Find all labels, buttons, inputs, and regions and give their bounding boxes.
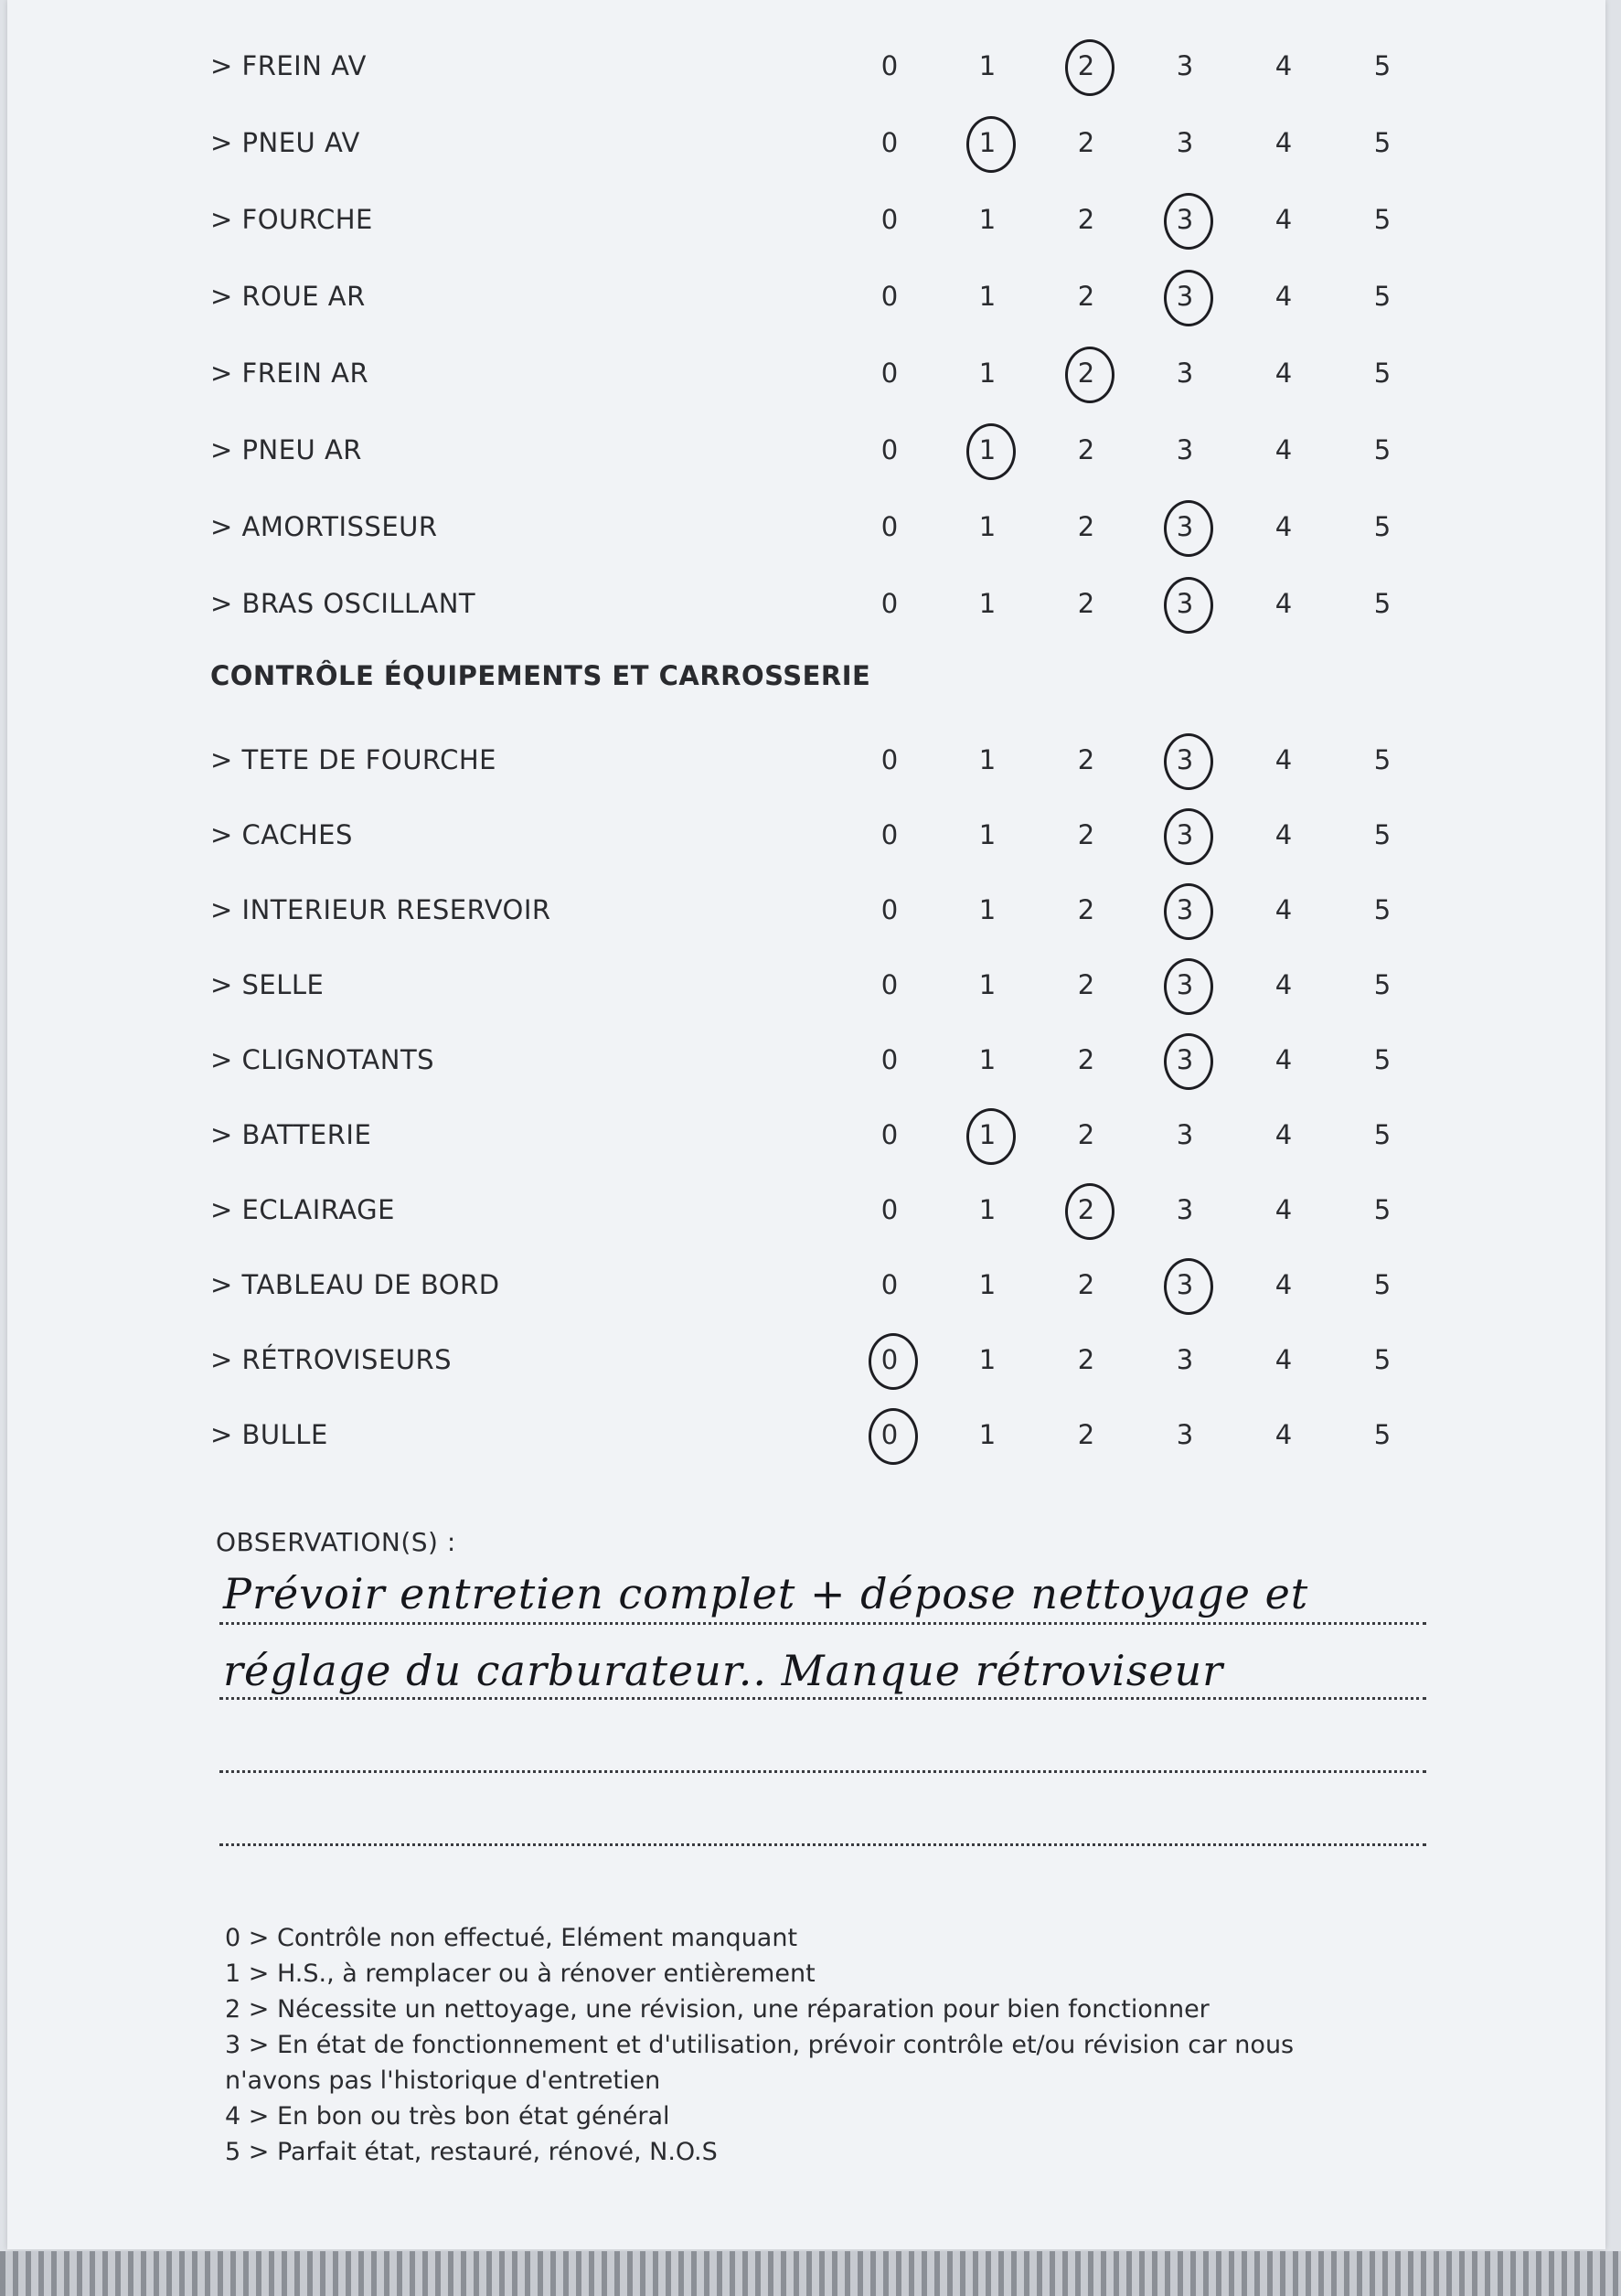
checklist-row	[7, 504, 1605, 550]
score-option[interactable]: 5	[1373, 511, 1392, 542]
score-option-selected[interactable]: 3	[1162, 1269, 1208, 1300]
score-option[interactable]: 4	[1274, 1269, 1293, 1300]
score-option[interactable]: 5	[1373, 1119, 1392, 1150]
checklist-row	[7, 1037, 1605, 1083]
checklist-row	[7, 1112, 1605, 1158]
legend-line: 4 > En bon ou très bon état général	[225, 2102, 670, 2130]
score-option-selected[interactable]: 1	[965, 127, 1010, 158]
legend-line: n'avons pas l'historique d'entretien	[225, 2066, 661, 2095]
score-option[interactable]: 3	[1176, 127, 1194, 158]
score-option[interactable]: 1	[978, 511, 997, 542]
checklist-row	[7, 350, 1605, 396]
score-option[interactable]: 1	[978, 358, 997, 389]
score-option[interactable]: 1	[978, 1044, 997, 1075]
dotted-line	[219, 1843, 1426, 1846]
score-option-selected[interactable]: 3	[1162, 1044, 1208, 1075]
row-label: > SELLE	[210, 969, 325, 1000]
checklist-row	[7, 581, 1605, 626]
score-option[interactable]: 3	[1176, 1419, 1194, 1450]
legend-line: 0 > Contrôle non effectué, Elément manquant	[225, 1924, 798, 1952]
score-option[interactable]: 5	[1373, 281, 1392, 312]
score-option[interactable]: 1	[978, 969, 997, 1000]
score-option[interactable]: 4	[1274, 358, 1293, 389]
score-option[interactable]: 0	[880, 588, 899, 619]
dotted-line	[219, 1770, 1426, 1773]
observation-line-1: Prévoir entretien complet + dépose nettoyage et	[223, 1569, 1309, 1618]
row-label: > ROUE AR	[210, 281, 366, 312]
score-option-selected[interactable]: 3	[1162, 588, 1208, 619]
score-option[interactable]: 5	[1373, 969, 1392, 1000]
checklist-row	[7, 197, 1605, 242]
row-label: > PNEU AV	[210, 127, 360, 158]
row-label: > INTERIEUR RESERVOIR	[210, 894, 551, 925]
score-option[interactable]: 0	[880, 1194, 899, 1225]
score-option[interactable]: 2	[1077, 969, 1095, 1000]
score-option-selected[interactable]: 3	[1162, 511, 1208, 542]
score-option[interactable]: 1	[978, 744, 997, 775]
score-option[interactable]: 0	[880, 281, 899, 312]
score-option[interactable]: 1	[978, 588, 997, 619]
score-option[interactable]: 4	[1274, 1044, 1293, 1075]
checklist-row	[7, 887, 1605, 933]
observations-title: OBSERVATION(S) :	[216, 1527, 456, 1557]
score-option[interactable]: 2	[1077, 1269, 1095, 1300]
score-option[interactable]: 4	[1274, 588, 1293, 619]
checklist-row	[7, 1262, 1605, 1308]
score-option-selected[interactable]: 3	[1162, 744, 1208, 775]
score-option[interactable]: 1	[978, 1194, 997, 1225]
score-option[interactable]: 3	[1176, 50, 1194, 81]
score-option[interactable]: 4	[1274, 281, 1293, 312]
score-option[interactable]: 0	[880, 1269, 899, 1300]
score-option[interactable]: 1	[978, 204, 997, 235]
score-option[interactable]: 0	[880, 819, 899, 850]
score-option-selected[interactable]: 2	[1063, 358, 1109, 389]
score-option[interactable]: 2	[1077, 434, 1095, 465]
row-label: > CLIGNOTANTS	[210, 1044, 435, 1075]
row-label: > FREIN AV	[210, 50, 367, 81]
score-option[interactable]: 4	[1274, 50, 1293, 81]
score-option-selected[interactable]: 1	[965, 434, 1010, 465]
row-label: > ECLAIRAGE	[210, 1194, 395, 1225]
score-option[interactable]: 4	[1274, 1194, 1293, 1225]
score-option[interactable]: 5	[1373, 50, 1392, 81]
score-option-selected[interactable]: 3	[1162, 819, 1208, 850]
score-option[interactable]: 2	[1077, 511, 1095, 542]
inspection-sheet	[7, 0, 1605, 2249]
row-label: > FOURCHE	[210, 204, 373, 235]
score-option[interactable]: 0	[880, 1119, 899, 1150]
score-option[interactable]: 0	[880, 1044, 899, 1075]
checklist-row	[7, 1412, 1605, 1458]
score-option-selected[interactable]: 0	[867, 1344, 912, 1375]
score-option[interactable]: 0	[880, 894, 899, 925]
score-option-selected[interactable]: 3	[1162, 204, 1208, 235]
score-option[interactable]: 1	[978, 1344, 997, 1375]
score-option[interactable]: 0	[880, 204, 899, 235]
score-option[interactable]: 5	[1373, 1269, 1392, 1300]
observation-line-2: réglage du carburateur.. Manque rétroviseur	[223, 1646, 1224, 1695]
checklist-row	[7, 812, 1605, 858]
score-option[interactable]: 5	[1373, 127, 1392, 158]
dotted-line	[219, 1697, 1426, 1700]
score-option[interactable]: 0	[880, 50, 899, 81]
score-option[interactable]: 2	[1077, 1419, 1095, 1450]
score-option[interactable]: 2	[1077, 204, 1095, 235]
score-option[interactable]: 4	[1274, 511, 1293, 542]
row-label: > TABLEAU DE BORD	[210, 1269, 500, 1300]
score-option[interactable]: 1	[978, 281, 997, 312]
row-label: > PNEU AR	[210, 434, 362, 465]
score-option[interactable]: 1	[978, 50, 997, 81]
score-option[interactable]: 2	[1077, 819, 1095, 850]
score-option-selected[interactable]: 3	[1162, 281, 1208, 312]
checklist-row	[7, 427, 1605, 473]
row-label: > AMORTISSEUR	[210, 511, 438, 542]
legend-line: 5 > Parfait état, restauré, rénové, N.O.S	[225, 2138, 718, 2166]
row-label: > BATTERIE	[210, 1119, 372, 1150]
score-option[interactable]: 0	[880, 744, 899, 775]
score-option[interactable]: 5	[1373, 588, 1392, 619]
score-option[interactable]: 0	[880, 358, 899, 389]
row-label: > CACHES	[210, 819, 353, 850]
score-option[interactable]: 2	[1077, 1044, 1095, 1075]
score-option-selected[interactable]: 2	[1063, 1194, 1109, 1225]
row-label: > RÉTROVISEURS	[210, 1344, 453, 1375]
score-option-selected[interactable]: 0	[867, 1419, 912, 1450]
score-option-selected[interactable]: 1	[965, 1119, 1010, 1150]
score-option-selected[interactable]: 3	[1162, 969, 1208, 1000]
score-option[interactable]: 5	[1373, 819, 1392, 850]
score-option[interactable]: 5	[1373, 894, 1392, 925]
legend	[225, 1920, 1450, 2170]
score-option[interactable]: 4	[1274, 744, 1293, 775]
score-option[interactable]: 3	[1176, 1194, 1194, 1225]
section-title: CONTRÔLE ÉQUIPEMENTS ET CARROSSERIE	[210, 660, 871, 691]
score-option[interactable]: 2	[1077, 894, 1095, 925]
legend-line: 3 > En état de fonctionnement et d'utilisation, prévoir contrôle et/ou révision car nous	[225, 2031, 1295, 2059]
score-option[interactable]: 1	[978, 894, 997, 925]
score-option[interactable]: 0	[880, 511, 899, 542]
score-option[interactable]: 2	[1077, 1344, 1095, 1375]
score-option[interactable]: 3	[1176, 1119, 1194, 1150]
score-option[interactable]: 5	[1373, 1419, 1392, 1450]
checklist-row	[7, 737, 1605, 783]
checklist-row	[7, 43, 1605, 89]
checklist-row	[7, 1337, 1605, 1383]
score-option[interactable]: 1	[978, 1419, 997, 1450]
row-label: > FREIN AR	[210, 358, 369, 389]
score-option[interactable]: 2	[1077, 127, 1095, 158]
score-option[interactable]: 0	[880, 969, 899, 1000]
score-option[interactable]: 2	[1077, 588, 1095, 619]
checklist-row	[7, 1187, 1605, 1233]
score-option[interactable]: 0	[880, 434, 899, 465]
checklist-row	[7, 120, 1605, 166]
score-option-selected[interactable]: 2	[1063, 50, 1109, 81]
score-option[interactable]: 2	[1077, 281, 1095, 312]
score-option-selected[interactable]: 3	[1162, 894, 1208, 925]
score-option[interactable]: 3	[1176, 434, 1194, 465]
score-option[interactable]: 2	[1077, 744, 1095, 775]
score-option[interactable]: 5	[1373, 434, 1392, 465]
score-option[interactable]: 1	[978, 1269, 997, 1300]
score-option[interactable]: 5	[1373, 1344, 1392, 1375]
score-option[interactable]: 4	[1274, 1344, 1293, 1375]
score-option[interactable]: 5	[1373, 358, 1392, 389]
checklist-row	[7, 962, 1605, 1008]
score-option[interactable]: 5	[1373, 744, 1392, 775]
row-label: > BULLE	[210, 1419, 328, 1450]
score-option[interactable]: 5	[1373, 204, 1392, 235]
legend-line: 2 > Nécessite un nettoyage, une révision, une réparation pour bien fonctionner	[225, 1995, 1210, 2024]
row-label: > TETE DE FOURCHE	[210, 744, 496, 775]
score-option[interactable]: 4	[1274, 1419, 1293, 1450]
row-label: > BRAS OSCILLANT	[210, 588, 476, 619]
score-option[interactable]: 4	[1274, 969, 1293, 1000]
score-option[interactable]: 0	[880, 127, 899, 158]
score-option[interactable]: 2	[1077, 1119, 1095, 1150]
score-option[interactable]: 4	[1274, 1119, 1293, 1150]
legend-line: 1 > H.S., à remplacer ou à rénover entièrement	[225, 1960, 816, 1988]
score-option[interactable]: 4	[1274, 894, 1293, 925]
score-option[interactable]: 4	[1274, 434, 1293, 465]
score-option[interactable]: 5	[1373, 1044, 1392, 1075]
dotted-line	[219, 1622, 1426, 1625]
checklist-row	[7, 273, 1605, 319]
score-option[interactable]: 4	[1274, 204, 1293, 235]
score-option[interactable]: 1	[978, 819, 997, 850]
binder-sleeve-edge	[0, 2251, 1621, 2296]
score-option[interactable]: 4	[1274, 819, 1293, 850]
score-option[interactable]: 5	[1373, 1194, 1392, 1225]
score-option[interactable]: 3	[1176, 358, 1194, 389]
score-option[interactable]: 3	[1176, 1344, 1194, 1375]
score-option[interactable]: 4	[1274, 127, 1293, 158]
